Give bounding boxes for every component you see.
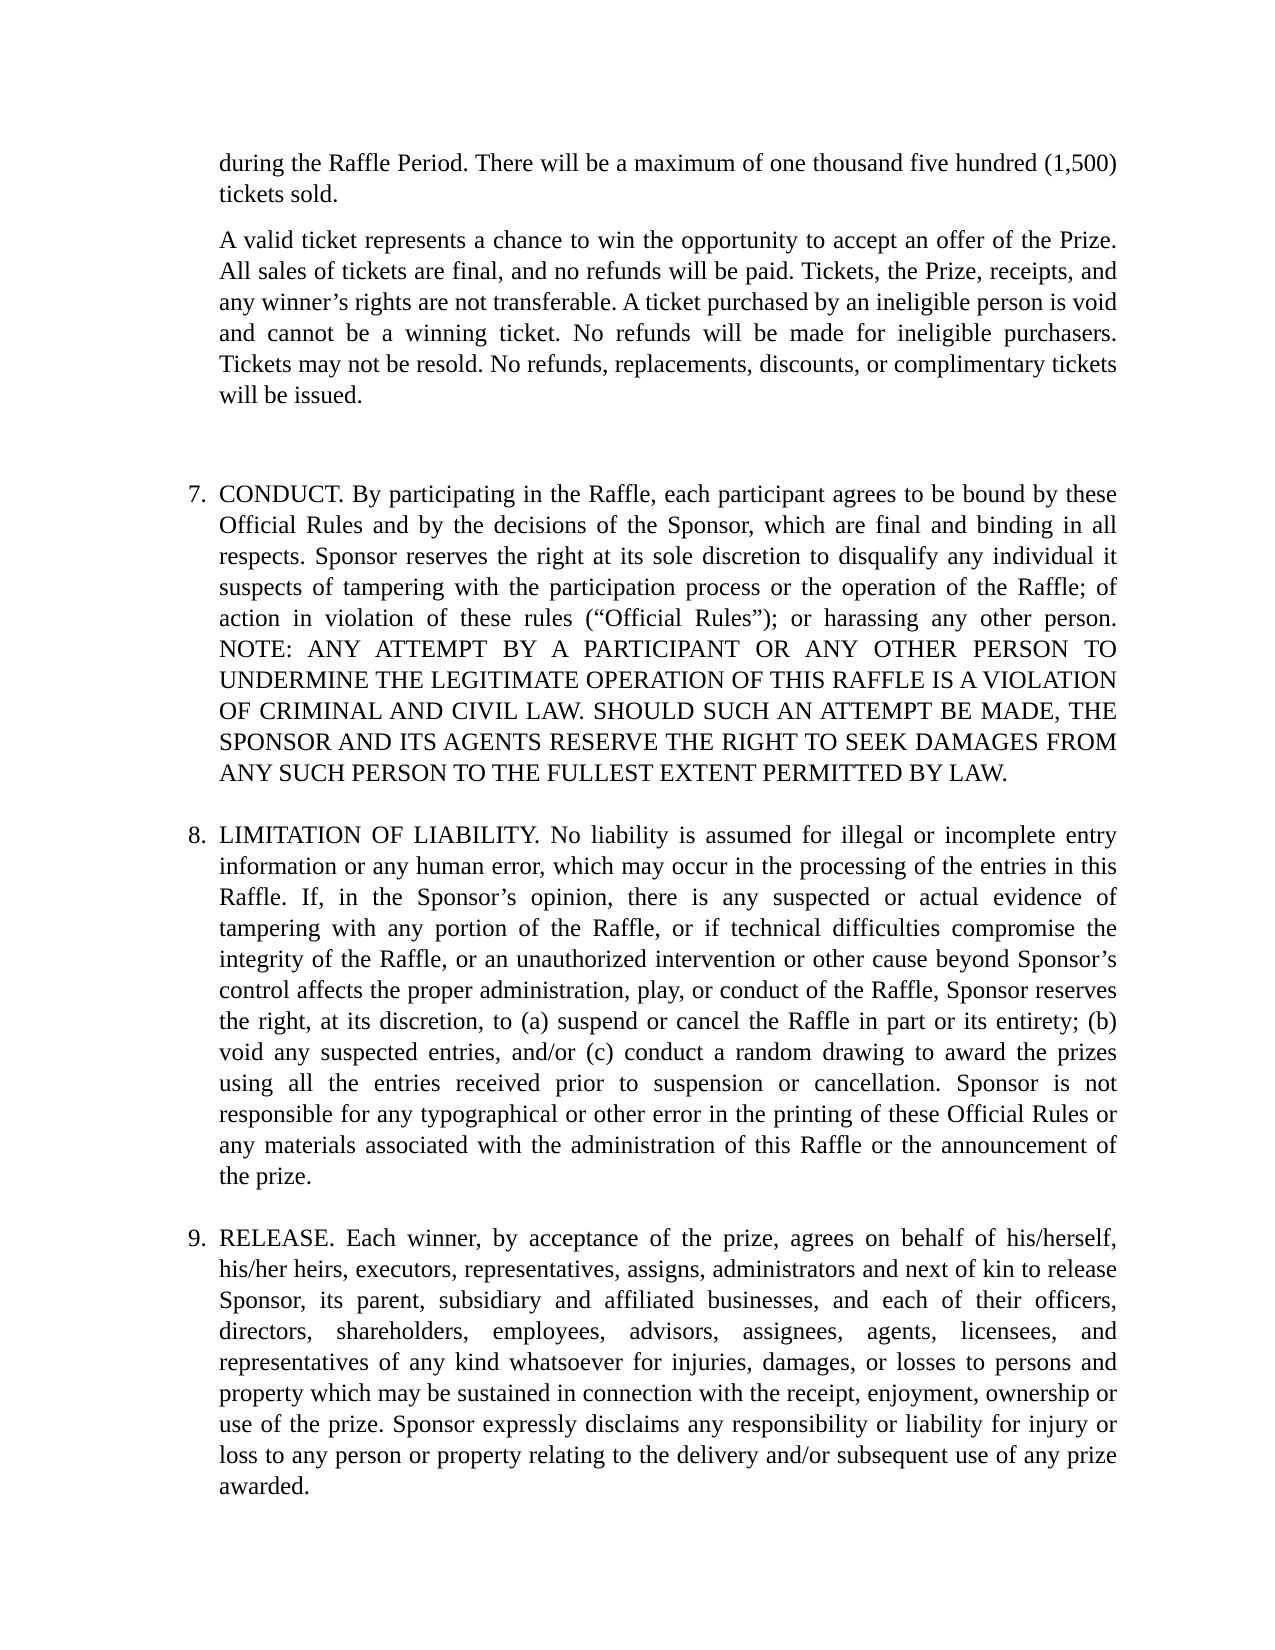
list-item-limitation-of-liability bbox=[188, 820, 1117, 1192]
list-item-text: RELEASE. Each winner, by acceptance of the prize, agrees on behalf of his/herself, his/her heirs, executors, representatives, assigns, administrators and next of kin to release Sponsor, its parent, subsidiary and affiliated businesses, and each of their officers, directors, shareholders, employees, advisors, assignees, agents, licensees, and representatives of any kind whatsoever for injuries, damages, or losses to persons and property which may be sustained in connection with the receipt, enjoyment, ownership or use of the prize. Sponsor expressly disclaims any responsibility or liability for injury or loss to any person or property relating to the delivery and/or subsequent use of any prize awarded. bbox=[219, 1225, 1117, 1500]
list-item-number: 8. bbox=[188, 822, 207, 849]
list-item-text: CONDUCT. By participating in the Raffle, each participant agrees to be bound by these Official Rules and by the decisions of the Sponsor, which are final and binding in all respects. Sponsor reserves the right at its sole discretion to disqualify any individual it suspects of tampering with the participation process or the operation of the Raffle; of action in violation of these rules (“Official Rules”); or harassing any other person. NOTE: ANY ATTEMPT BY A PARTICIPANT OR ANY OTHER PERSON TO UNDERMINE THE LEGITIMATE OPERATION OF THIS RAFFLE IS A VIOLATION OF CRIMINAL AND CIVIL LAW. SHOULD SUCH AN ATTEMPT BE MADE, THE SPONSOR AND ITS AGENTS RESERVE THE RIGHT TO SEEK DAMAGES FROM ANY SUCH PERSON TO THE FULLEST EXTENT PERMITTED BY LAW. bbox=[219, 481, 1117, 787]
list-item-number: 9. bbox=[188, 1225, 207, 1252]
list-item-text: LIMITATION OF LIABILITY. No liability is assumed for illegal or incomplete entry information or any human error, which may occur in the processing of the entries in this Raffle. If, in the Sponsor’s opinion, there is any suspected or actual evidence of tampering with any portion of the Raffle, or if technical difficulties compromise the integrity of the Raffle, or an unauthorized intervention or other cause beyond Sponsor’s control affects the proper administration, play, or conduct of the Raffle, Sponsor reserves the right, at its discretion, to (a) suspend or cancel the Raffle in part or its entirety; (b) void any suspected entries, and/or (c) conduct a random drawing to award the prizes using all the entries received prior to suspension or cancellation. Sponsor is not responsible for any typographical or other error in the printing of these Official Rules or any materials associated with the administration of this Raffle or the announcement of the prize. bbox=[219, 822, 1117, 1190]
intro-paragraph-continuation: during the Raffle Period. There will be a maximum of one thousand five hundred (1,500) tickets sold. bbox=[219, 150, 1117, 208]
list-item-conduct bbox=[188, 479, 1117, 789]
list-item-number: 7. bbox=[188, 481, 207, 508]
document-content bbox=[188, 148, 1117, 1533]
list-item-release bbox=[188, 1223, 1117, 1502]
intro-paragraph-valid-ticket: A valid ticket represents a chance to win the opportunity to accept an offer of the Prize. All sales of tickets are final, and no refunds will be paid. Tickets, the Prize, receipts, and any winner’s rights are not transferable. A ticket purchased by an ineligible person is void and cannot be a winning ticket. No refunds will be made for ineligible purchasers. Tickets may not be resold. No refunds, replacements, discounts, or complimentary tickets will be issued. bbox=[219, 227, 1117, 409]
